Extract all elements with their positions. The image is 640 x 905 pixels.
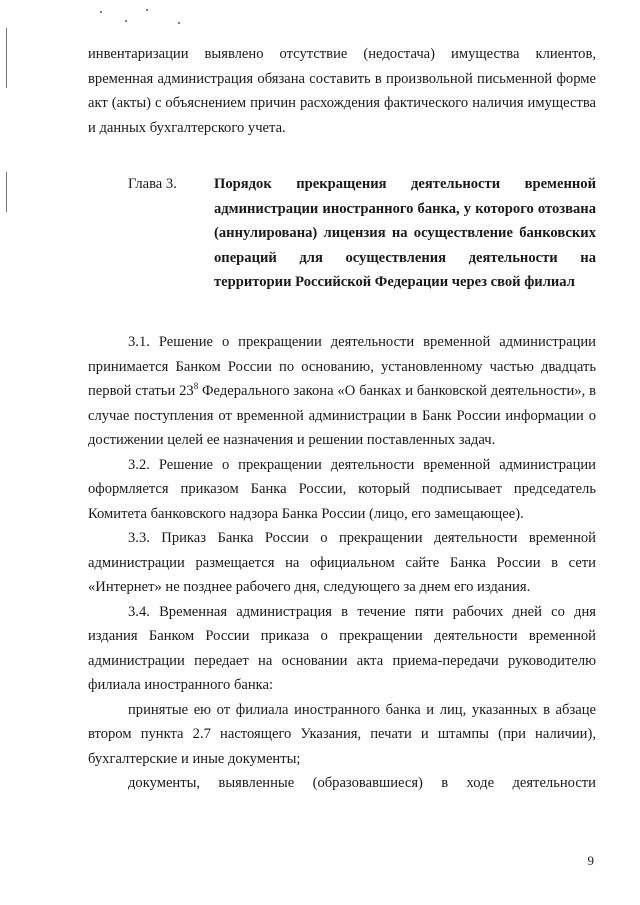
intro-block: [88, 42, 596, 140]
scan-speck: [146, 9, 148, 11]
scan-edge-line: [6, 172, 7, 212]
page-number: 9: [587, 853, 594, 868]
scan-edge-line: [6, 28, 7, 88]
list-item-2: документы, выявленные (образовавшиеся) в ходе деятельности: [128, 775, 596, 791]
chapter-label: Глава 3.: [128, 176, 177, 192]
intro-paragraph: инвентаризации выявлено отсутствие (недостача) имущества клиентов, временная администрация обязана составить в произвольной письменной форме акт (акты) с объяснением причин расхождения фактического наличия имущества и данных бухгалтерского учета.: [88, 46, 596, 136]
paragraph-3-1-text-b: Федерального закона «О банках и банковской деятельности», в случае поступления от временной администрации в Банк России информации о достижении целей ее назначения и решении поставленных задач.: [88, 383, 596, 448]
paragraph-3-3: 3.3. Приказ Банка России о прекращении деятельности временной администрации размещается на официальном сайте Банка России в сети «Интернет» не позднее рабочего дня, следующего за днем его издания.: [88, 530, 596, 595]
footnote-superscript: 8: [193, 381, 199, 392]
paragraph-3-1-text-a: 3.1. Решение о прекращении деятельности временной администрации принимается Банком России по основанию, установленному частью двадцать первой статьи 23: [88, 334, 596, 399]
body-block: [88, 330, 596, 796]
paragraph-3-2: 3.2. Решение о прекращении деятельности временной администрации оформляется приказом Банка России, который подписывает председатель Комитета банковского надзора Банка России (лицо, его замещающее).: [88, 456, 596, 522]
scan-speck: [100, 11, 102, 13]
paragraph-3-4: 3.4. Временная администрация в течение пяти рабочих дней со дня издания Банком России приказа о прекращении деятельности временной администрации передает на основании акта приема-передачи руководителю филиала иностранного банка:: [88, 603, 596, 693]
scan-speck: [178, 22, 180, 24]
scan-speck: [125, 20, 127, 22]
chapter-title: Порядок прекращения деятельности временной администрации иностранного банка, у которого отозвана (аннулирована) лицензия на осуществление банковских операций для осуществления деятельности на территории Российской Федерации через свой филиал: [214, 176, 596, 290]
paragraph-3-1: [88, 330, 596, 453]
list-item-1: принятые ею от филиала иностранного банка и лиц, указанных в абзаце втором пункта 2.7 настоящего Указания, печати и штампы (при наличии), бухгалтерские и иные документы;: [88, 701, 596, 767]
